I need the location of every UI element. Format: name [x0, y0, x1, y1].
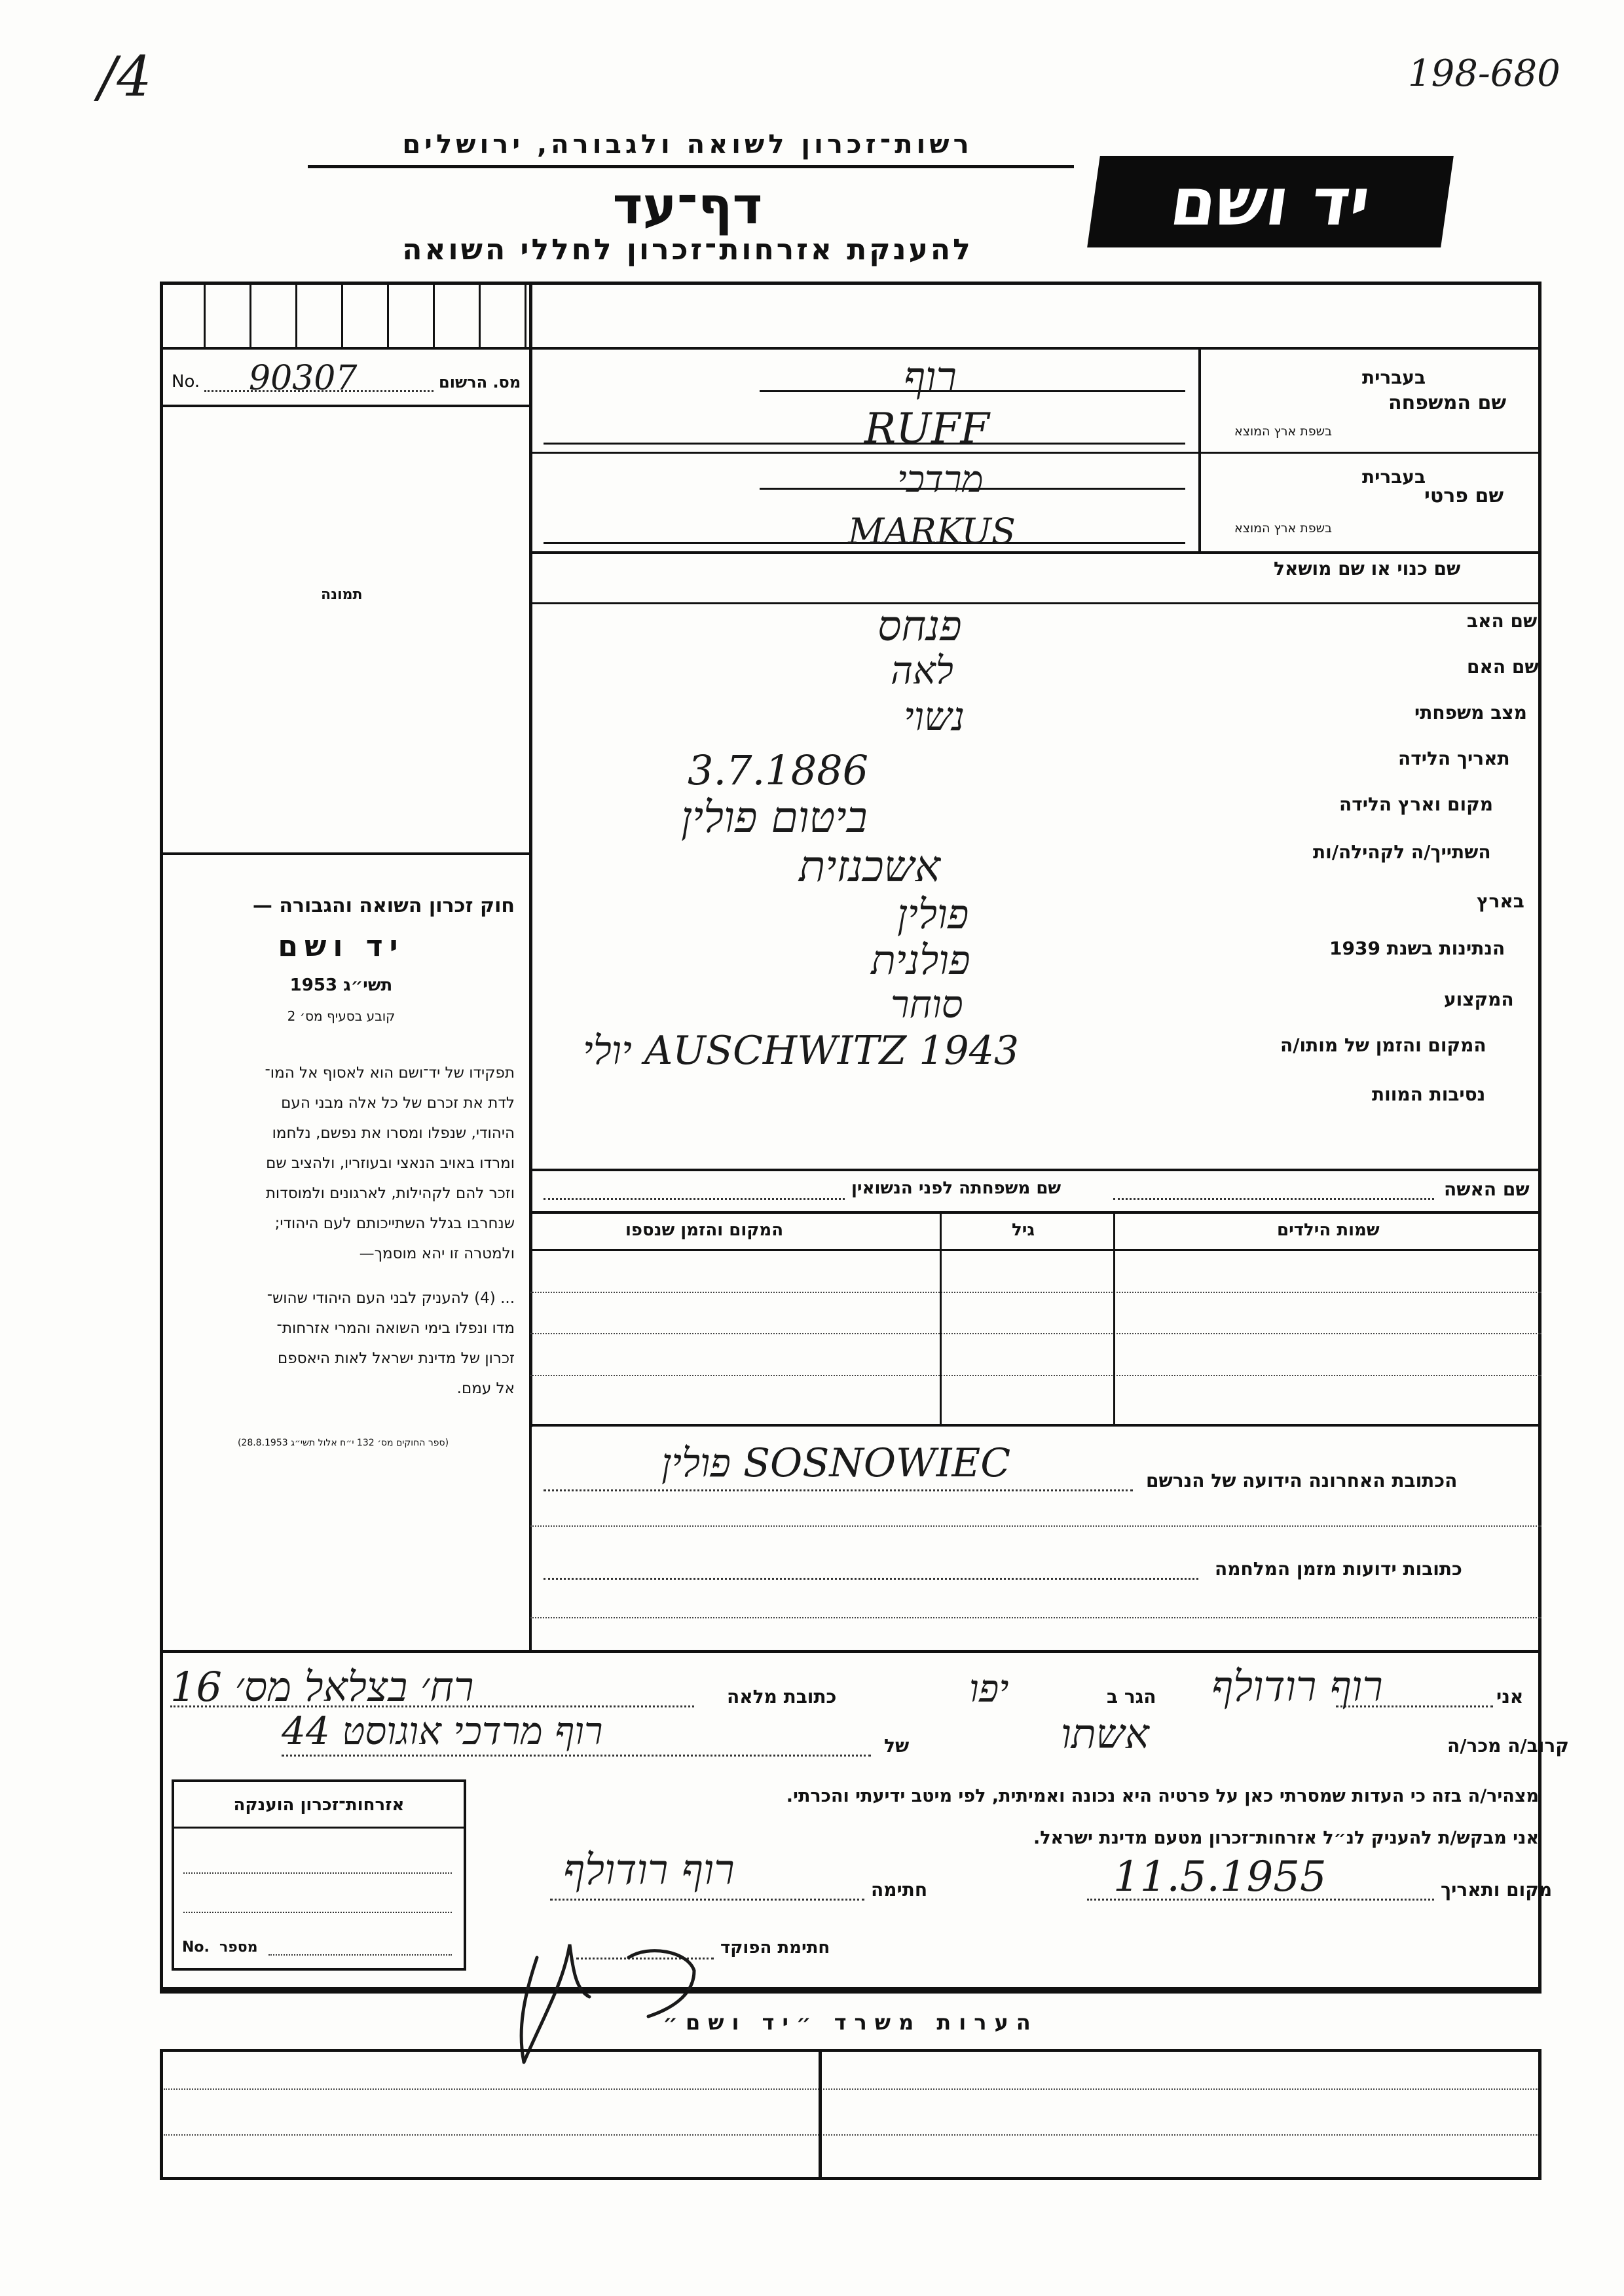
label-wife-maiden: שם משפחתה לפני הנשואין — [851, 1178, 1061, 1198]
left-column-divider-lower — [529, 1427, 532, 1650]
label-origin: בשפת ארץ המוצא — [1234, 424, 1333, 439]
certificate-line — [183, 1872, 452, 1874]
declaration-text: מצהיר/ה בזה כי העדות שמסרתי כאן על פרטיה היא נכונה ואמיתית, לפי מיטב ידיעתי והכרתי. — [786, 1786, 1539, 1806]
children-header-place: המקום והזמן שנספו — [625, 1220, 784, 1240]
children-row — [530, 1333, 1541, 1334]
label-birthdate: תאריך הלידה — [1398, 748, 1510, 769]
yad-vashem-logo: יד ושם — [1087, 156, 1454, 247]
label-nickname: שם כנוי או שם מושאל — [1274, 558, 1461, 579]
law-p2-line: אל עמם. — [456, 1380, 515, 1397]
children-col-divider — [1113, 1211, 1115, 1424]
firstname-hebrew-value: מרדכי — [897, 458, 984, 501]
row-rule — [530, 1424, 1541, 1427]
label-profession: המקצוע — [1444, 989, 1514, 1010]
law-clause: קובע בסעיף מס׳ 2 — [287, 1008, 396, 1024]
row-rule — [530, 1169, 1541, 1171]
address-line — [170, 1705, 694, 1707]
law-p1-line: וזכר להם לקהילות, לארגונים ולמוסדות — [265, 1185, 515, 1202]
father-value: פנחס — [877, 602, 962, 651]
value-line — [760, 390, 1185, 392]
surname-origin-value: RUFF — [864, 405, 989, 453]
label-community: השתייך/ה לקהילה/ות — [1313, 841, 1491, 863]
certificate-no-label: No. — [182, 1939, 210, 1956]
row-rule — [530, 551, 1541, 554]
community-value: אשכנזית — [799, 841, 941, 892]
mother-value: לאה — [891, 648, 953, 693]
signature-line — [550, 1899, 864, 1901]
label-marital: מצב משפחתי — [1414, 702, 1527, 723]
label-of: של — [884, 1735, 910, 1757]
address-value: רח׳ בצלאל מס׳ 16 — [170, 1663, 474, 1711]
law-p2-line: זכרון של מדינת ישראל לאות היאספם — [277, 1350, 515, 1367]
law-footnote: (ספר החוקים מס׳ 132 י״ח אלול תשי״ג 28.8.1953) — [237, 1438, 449, 1448]
name-label-divider — [1198, 350, 1201, 554]
request-text: אני מבקש/ת להעניק לנ״ל אזרחות־זכרון מטעם מדינת ישראל. — [1033, 1828, 1539, 1848]
law-p1-line: שנחרבו בגלל השתייכותם לעם היהודי; — [274, 1215, 515, 1232]
form-subtitle: להענקת אזרחות־זכרון לחללי השואה — [402, 233, 973, 266]
label-citizenship: הנתינות בשנת 1939 — [1329, 938, 1505, 959]
law-p1-line: תפקידו של יד־ושם הוא לאסוף אל המו־ — [265, 1065, 515, 1082]
country-value: פולין — [897, 890, 969, 938]
last-address-value: SOSNOWIEC פולין — [661, 1440, 1011, 1486]
law-p2-line: ... (4) להעניק לבני העם היהודי שהוש־ — [267, 1290, 515, 1307]
certificate-title: אזרחות־זכרון הוענקה — [233, 1795, 405, 1815]
label-last-address: הכתובת האחרונה הידועה של הנרשם — [1146, 1470, 1458, 1491]
children-row — [530, 1375, 1541, 1376]
authority-title: רשות־זכרון לשואה ולגבורה, ירושלים — [402, 130, 973, 160]
children-row — [530, 1292, 1541, 1293]
photo-rule — [160, 852, 530, 855]
law-paragraph-2 — [172, 1283, 515, 1404]
birthdate-value: 3.7.1886 — [688, 746, 869, 794]
label-signature: חתימה — [871, 1879, 928, 1901]
label-address: כתובת מלאה — [727, 1686, 837, 1707]
label-hebrew-2: בעברית — [1362, 466, 1426, 488]
last-address-line — [544, 1489, 1133, 1491]
row-rule — [530, 452, 1541, 454]
certificate-rule — [172, 1827, 466, 1829]
label-country: בארץ — [1477, 890, 1524, 912]
relation-value: אשתו — [1061, 1710, 1149, 1758]
death-value: AUSCHWITZ 1943 יולי — [583, 1028, 1020, 1074]
corner-mark-right: 198-680 — [1408, 52, 1560, 95]
label-lives-in: הגר ב — [1107, 1686, 1156, 1707]
form-title: דף־עד — [612, 177, 763, 236]
marital-value: נשוי — [904, 694, 965, 740]
registration-grid — [160, 282, 526, 350]
office-rule — [160, 1990, 1541, 1994]
surname-hebrew-value: רוף — [904, 354, 957, 402]
witness-name-value: רוף רודולף — [1211, 1663, 1383, 1711]
corner-mark-left: /4 — [98, 45, 152, 109]
law-name: יד ושם — [278, 930, 405, 963]
witness-signature: רוף רודולף — [563, 1846, 735, 1895]
certificate-number-label: מספר — [219, 1939, 258, 1956]
children-header-names: שמות הילדים — [1277, 1220, 1380, 1240]
citizenship-value: פולנית — [871, 936, 970, 984]
label-wife: שם האשה — [1444, 1178, 1530, 1200]
children-header-rule — [530, 1249, 1541, 1251]
label-i: אני — [1496, 1686, 1524, 1707]
of-value: רוף מרדכי אוגוסט 44 — [282, 1709, 603, 1753]
label-origin-2: בשפת ארץ המוצא — [1234, 521, 1333, 536]
reg-label: מס. הרשום — [439, 373, 521, 392]
label-circumstances: נסיבות המוות — [1372, 1084, 1486, 1105]
law-title: חוק זכרון השואה והגבורה — — [252, 894, 515, 917]
office-title: הערות משרד ״יד ושם״ — [663, 2010, 1039, 2035]
certificate-line — [183, 1912, 452, 1913]
label-place-date: מקום ותאריך — [1441, 1879, 1553, 1901]
label-father: שם האב — [1467, 610, 1538, 632]
law-p1-line: ולמטרה זו יהא מוסמך— — [359, 1245, 515, 1262]
address-row — [530, 1525, 1541, 1527]
firstname-origin-value: MARKUS — [848, 511, 1016, 552]
profession-value: סוחר — [891, 982, 963, 1027]
authority-underline — [308, 165, 1074, 168]
law-paragraph-1 — [172, 1058, 515, 1269]
lives-in-value: יפו — [969, 1666, 1009, 1711]
office-frame — [160, 2049, 1541, 2180]
law-p1-line: ומרדו באויב הנאצי ובעוזריו, ולהציב שם — [266, 1155, 515, 1172]
label-surname: שם המשפחה — [1388, 392, 1507, 414]
label-war-address: כתובות ידועות מזמן המלחמה — [1215, 1558, 1462, 1580]
label-mother: שם האם — [1467, 656, 1539, 678]
label-relation: קרוב/ה מכר/ה — [1447, 1735, 1569, 1757]
reg-number: 90307 — [249, 359, 358, 398]
war-address-line — [544, 1578, 1198, 1580]
reg-rule — [160, 405, 530, 407]
wife-line — [1113, 1198, 1434, 1200]
place-date-value: 11.5.1955 — [1113, 1853, 1327, 1901]
witness-section-rule — [160, 1650, 1541, 1653]
law-p2-line: מדו ונפלו בימי השואה והמרי אזרחות־ — [276, 1320, 515, 1337]
of-line — [282, 1755, 871, 1757]
reg-no-label: No. — [172, 372, 200, 392]
label-hebrew: בעברית — [1362, 367, 1426, 388]
children-col-divider — [940, 1211, 942, 1424]
law-year: תשי״ג 1953 — [289, 975, 393, 995]
label-firstname: שם פרטי — [1424, 484, 1504, 507]
certificate-number-line — [268, 1954, 452, 1956]
label-death: המקום והזמן של מותו/ה — [1280, 1034, 1486, 1056]
label-officer: חתימת הפוקד — [720, 1938, 830, 1958]
row-rule — [530, 602, 1541, 604]
children-header-age: גיל — [1012, 1220, 1035, 1240]
photo-label: תמונה — [321, 587, 363, 603]
address-row — [530, 1617, 1541, 1618]
birthplace-value: ביטום פולין — [681, 792, 868, 843]
law-p1-line: לדת את זכרם של כל אלה מבני העם — [281, 1095, 515, 1112]
law-p1-line: היהודי, שנפלו ומסרו את נפשם, נלחמו — [272, 1125, 515, 1142]
label-birthplace: מקום וארץ הלידה — [1339, 793, 1493, 815]
wife-maiden-line — [544, 1198, 845, 1200]
children-header-rule-top — [530, 1211, 1541, 1214]
